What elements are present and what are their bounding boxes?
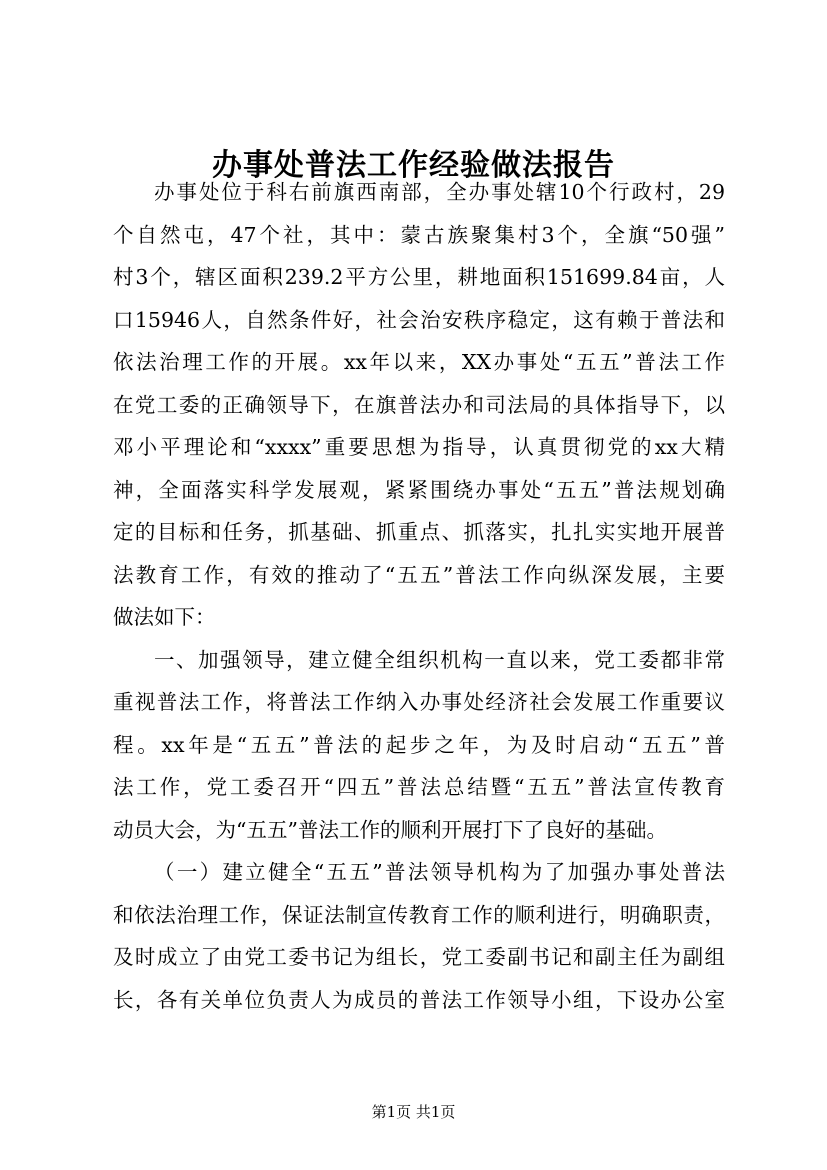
document-body <box>113 171 725 1021</box>
text-line: 村3个，辖区面积239.2平方公里，耕地面积151699.84亩，人 <box>113 265 725 289</box>
text-line: 神，全面落实科学发展观，紧紧围绕办事处“五五”普法规划确 <box>113 477 725 502</box>
text-line: 口15946人，自然条件好，社会治安秩序稳定，这有赖于普法和 <box>113 307 725 332</box>
text-line: 动员大会，为“五五”普法工作的顺利开展打下了良好的基础。 <box>113 817 667 842</box>
text-line: 和依法治理工作，保证法制宣传教育工作的顺利进行，明确职责， <box>113 902 725 927</box>
text-line: 定的目标和任务，抓基础、抓重点、抓落实，扎扎实实地开展普 <box>113 520 725 544</box>
page-footer: 第1页 共1页 <box>371 1103 456 1121</box>
text-line: 一、加强领导，建立健全组织机构一直以来，党工委都非常 <box>154 647 725 672</box>
text-line: 做法如下： <box>113 605 216 629</box>
text-line: 个自然屯，47个社，其中：蒙古族聚集村3个，全旗“50强” <box>113 222 725 247</box>
text-line: 办事处位于科右前旗西南部，全办事处辖10个行政村，29 <box>154 180 725 204</box>
text-line: 法工作，党工委召开“四五”普法总结暨“五五”普法宣传教育 <box>113 775 725 799</box>
text-line: 法教育工作，有效的推动了“五五”普法工作向纵深发展，主要 <box>113 562 725 587</box>
text-line: （一）建立健全“五五”普法领导机构为了加强办事处普法 <box>154 860 725 884</box>
document-title: 办事处普法工作经验做法报告 <box>212 148 615 183</box>
text-line: 重视普法工作，将普法工作纳入办事处经济社会发展工作重要议 <box>113 690 725 714</box>
text-line: 程。xx年是“五五”普法的起步之年，为及时启动“五五”普 <box>113 732 725 757</box>
text-line: 邓小平理论和“xxxx”重要思想为指导，认真贯彻党的xx大精 <box>113 435 725 459</box>
text-line: 在党工委的正确领导下，在旗普法办和司法局的具体指导下，以 <box>113 392 725 417</box>
text-line: 依法治理工作的开展。xx年以来，XX办事处“五五”普法工作 <box>113 350 725 374</box>
text-line: 及时成立了由党工委书记为组长，党工委副书记和副主任为副组 <box>113 945 725 969</box>
text-line: 长，各有关单位负责人为成员的普法工作领导小组，下设办公室 <box>113 987 725 1012</box>
